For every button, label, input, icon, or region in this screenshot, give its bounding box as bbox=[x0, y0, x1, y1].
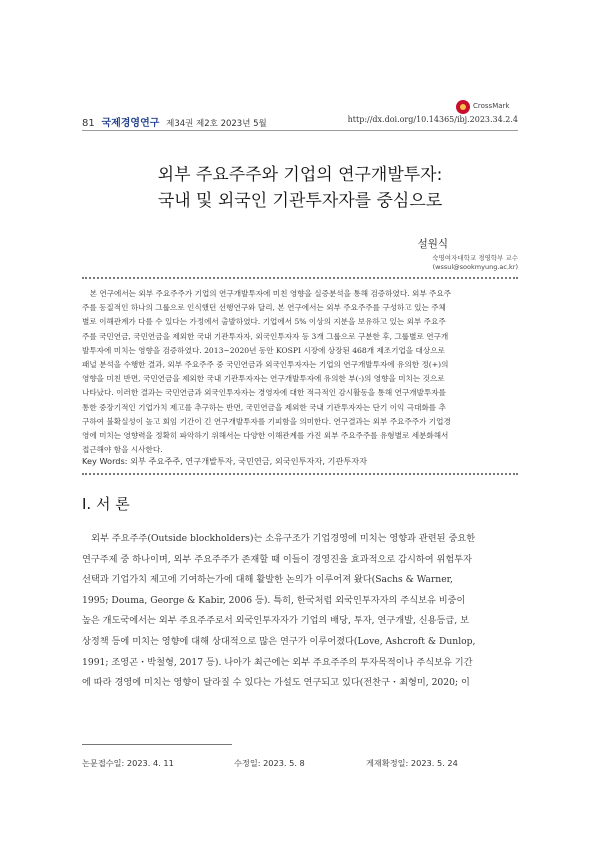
keywords-list: 외부 주요주주, 연구개발투자, 국민연금, 외국인투자자, 기관투자자 bbox=[130, 456, 368, 466]
title-line-1: 외부 주요주주와 기업의 연구개발투자: bbox=[157, 165, 443, 185]
abstract-line: 영에 미치는 영향력을 정확히 파악하기 위해서는 다양한 이해관계를 가진 외부 주요주주를 유형별로 세분화해서 bbox=[82, 431, 449, 441]
abstract-line: 나타났다. 이러한 결과는 국민연금과 외국인투자자는 경영자에 대한 적극적인 감시활동을 통해 연구개발투자를 bbox=[82, 388, 446, 398]
abstract-top-divider bbox=[82, 277, 518, 279]
body-line: 선택과 기업가치 제고에 기여하는가에 대해 활발한 논의가 이루어져 왔다(Sachs & Warner, bbox=[82, 574, 453, 586]
abstract bbox=[82, 287, 518, 457]
author-email[interactable]: (wssul@sookmyung.ac.kr) bbox=[432, 263, 518, 271]
abstract-line: 주를 동질적인 하나의 그룹으로 인식했던 선행연구와 달리, 본 연구에서는 외부 주요주주를 구성하고 있는 주체 bbox=[82, 303, 446, 313]
revised-date: 수정일: 2023. 5. 8 bbox=[234, 758, 305, 768]
accepted-date: 게재확정일: 2023. 5. 24 bbox=[366, 758, 458, 768]
abstract-line: 별로 이해관계가 다를 수 있다는 가정에서 출발하였다. 기업에서 5% 이상의 지분을 보유하고 있는 외부 주요주 bbox=[82, 317, 446, 327]
body-line: 1995; Douma, George & Kabir, 2006 등). 특히, 한국처럼 외국인투자자의 주식보유 비중이 bbox=[82, 594, 466, 606]
crossmark-icon bbox=[456, 100, 470, 114]
crossmark-logo[interactable] bbox=[456, 100, 516, 116]
title-line-2: 국내 및 외국인 기관투자자를 중심으로 bbox=[157, 191, 443, 211]
keywords bbox=[82, 456, 367, 467]
running-header bbox=[82, 114, 267, 129]
author-name: 설원식 bbox=[417, 238, 448, 250]
page-number: 81 bbox=[82, 118, 95, 129]
abstract-bottom-divider bbox=[82, 473, 518, 475]
abstract-line: 구하여 불확실성이 높고 회임 기간이 긴 연구개발투자를 기피함을 의미한다. 연구결과는 외부 주요주주가 기업경 bbox=[82, 416, 451, 426]
body-line: 1991; 조영곤・박철형, 2017 등). 나아가 최근에는 외부 주요주주의 투자목적이나 주식보유 기간 bbox=[82, 656, 473, 668]
journal-name: 국제경영연구 bbox=[101, 118, 160, 129]
abstract-line: 접근해야 함을 시사한다. bbox=[82, 445, 163, 455]
doi-link[interactable]: http://dx.doi.org/10.14365/ibj.2023.34.2.4 bbox=[347, 115, 518, 124]
body-paragraph bbox=[82, 529, 518, 694]
body-line: 에 따라 경영에 미치는 영향이 달라질 수 있다는 가설도 연구되고 있다(전찬구・최형미, 2020; 이 bbox=[82, 677, 470, 689]
abstract-line: 본 연구에서는 외부 주요주주가 기업의 연구개발투자에 미친 영향을 실증분석을 통해 검증하였다. 외부 주요주 bbox=[82, 289, 452, 298]
header-rule bbox=[82, 130, 518, 131]
received-date: 논문접수일: 2023. 4. 11 bbox=[82, 758, 174, 768]
abstract-line: 주를 국민연금, 국민연금을 제외한 국내 기관투자자, 외국인투자자 등 3개 그룹으로 구분한 후, 그룹별로 연구개 bbox=[82, 331, 449, 341]
abstract-line: 패널 분석을 수행한 결과, 외부 주요주주 중 국민연금과 외국인투자자는 기업의 연구개발투자에 유의한 정(+)의 bbox=[82, 360, 449, 370]
crossmark-label: CrossMark bbox=[473, 102, 510, 110]
footnote-rule bbox=[82, 744, 232, 745]
author-affiliation: 숙명여자대학교 경영학부 교수 bbox=[432, 254, 518, 262]
abstract-line: 발투자에 미치는 영향을 검증하였다. 2013~2020년 동안 KOSPI 시장에 상장된 468개 제조기업을 대상으로 bbox=[82, 345, 445, 355]
abstract-line: 영향을 미친 반면, 국민연금을 제외한 국내 기관투자자는 연구개발투자에 유의한 부(-)의 영향을 미치는 것으로 bbox=[82, 374, 445, 384]
body-line: 상정책 등에 미치는 영향에 대해 상대적으로 많은 연구가 이루어졌다(Love, Ashcroft & Dunlop, bbox=[82, 635, 476, 647]
body-line: 높은 개도국에서는 외부 주요주주로서 외국인투자자가 기업의 배당, 투자, 연구개발, 신용등급, 보 bbox=[82, 615, 470, 627]
body-line: 외부 주요주주(Outside blockholders)는 소유구조가 기업경영에 미치는 영향과 관련된 중요한 bbox=[82, 533, 476, 544]
body-line: 연구주제 중 하나이며, 외부 주요주주가 존재할 때 이들이 경영진을 효과적으로 감시하여 위험투자 bbox=[82, 553, 473, 565]
section-heading: Ⅰ. 서 론 bbox=[82, 495, 130, 513]
keywords-label: Key Words: bbox=[82, 456, 128, 466]
volume-info: 제34권 제2호 2023년 5월 bbox=[166, 119, 267, 129]
abstract-line: 통한 중장기적인 기업가치 제고를 추구하는 반면, 국민연금을 제외한 국내 기관투자자는 단기 이익 극대화를 추 bbox=[82, 402, 446, 412]
